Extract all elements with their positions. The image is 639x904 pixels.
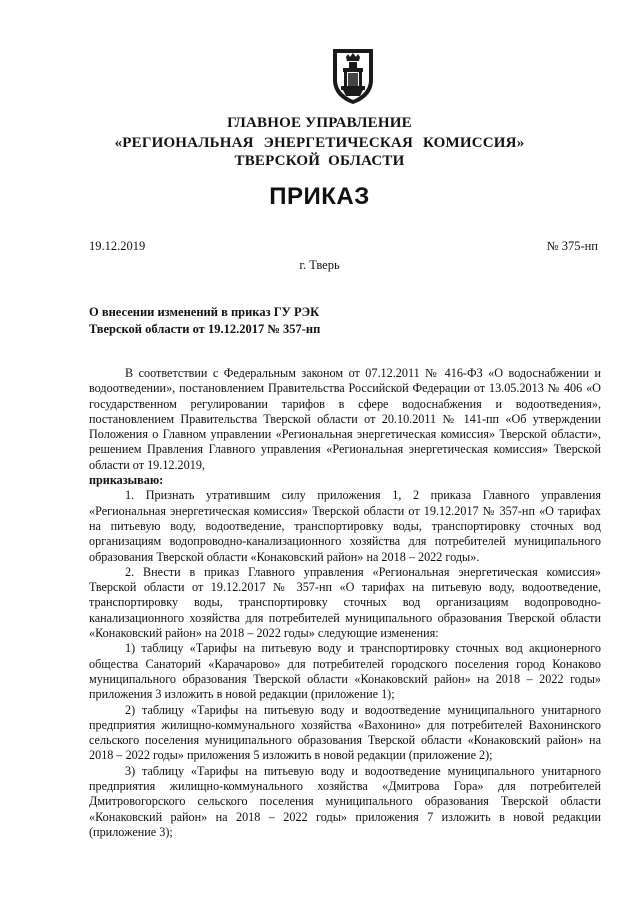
subject-line-1: О внесении изменений в приказ ГУ РЭК: [89, 305, 320, 319]
tver-coat-of-arms-icon: [328, 46, 378, 106]
org-name-line-3: ТВЕРСКОЙ ОБЛАСТИ: [234, 153, 405, 169]
document-city: г. Тверь: [299, 258, 340, 272]
item-1-paragraph: 1. Признать утратившим силу приложения 1, 2 приказа Главного управления «Региональная энергетическая комиссия» Тверской области от 19.12.2017 № 357-нп «О тарифах на питьевую воду, водоотведение, транспортировку воды, транспортировку сточных вод организациям водопроводно-канализационного хозяйства для потребителей муниципального образования Тверской области «Конаковский район» на 2018 – 2022 годы».: [89, 488, 601, 564]
document-body: [89, 366, 601, 840]
document-date: 19.12.2019: [89, 239, 146, 253]
subitem-2-paragraph: 2) таблицу «Тарифы на питьевую воду и водоотведение муниципального унитарного предприятия жилищно-коммунального хозяйства «Вахонино» для потребителей Вахонинского сельского поселения муниципального образования Тверской области «Конаковский район» на 2018 – 2022 годы» приложения 5 изложить в новой редакции (приложение 2);: [89, 702, 601, 763]
subitem-3-paragraph: 3) таблицу «Тарифы на питьевую воду и водоотведение муниципального унитарного предприятия жилищно-коммунального хозяйства «Дмитрова Гора» для потребителей Дмитровогорского сельского поселения муниципального образования Тверской области «Конаковский район» на 2018 – 2022 годы» приложения 7 изложить в новой редакции (приложение 3);: [89, 763, 601, 839]
subject-line-2: Тверской области от 19.12.2017 № 357-нп: [89, 322, 321, 336]
item-2-paragraph: 2. Внести в приказ Главного управления «Региональная энергетическая комиссия» Тверской области от 19.12.2017 № 357-нп «О тарифах на питьевую воду, водоотведение, транспортировку воды, транспортировку сточных вод организациям водопроводно-канализационного хозяйства для потребителей муниципального образования Тверской области «Конаковский район» на 2018 – 2022 годы» следующие изменения:: [89, 564, 601, 641]
document-type-title: ПРИКАЗ: [269, 183, 370, 210]
org-name-line-1: ГЛАВНОЕ УПРАВЛЕНИЕ: [227, 115, 412, 131]
preamble-paragraph: В соответствии с Федеральным законом от 07.12.2011 № 416-ФЗ «О водоснабжении и водоотведении», постановлением Правительства Российской Федерации от 13.05.2013 № 406 «О государственном регулировании тарифов в сфере водоснабжения и водоотведения», постановлением Правительства Тверской области от 20.10.2011 № 141-пп «Об утверждении Положения о Главном управлении «Региональная энергетическая комиссия» Тверской области», решением Правления Главного управления «Региональная энергетическая комиссия» Тверской области от 19.12.2019,: [89, 366, 601, 472]
subitem-1-paragraph: 1) таблицу «Тарифы на питьевую воду и транспортировку сточных вод акционерного общества Санаторий «Карачарово» для потребителей городского поселения город Конаково муниципального образования Тверской области «Конаковский район» на 2018 – 2022 годы» приложения 3 изложить в новой редакции (приложение 1);: [89, 641, 601, 702]
org-name-line-2: «РЕГИОНАЛЬНАЯ ЭНЕРГЕТИЧЕСКАЯ КОМИССИЯ»: [114, 135, 525, 151]
document-subject: [89, 304, 389, 338]
decree-word: приказываю:: [89, 473, 164, 488]
document-number: № 375-нп: [546, 239, 598, 253]
